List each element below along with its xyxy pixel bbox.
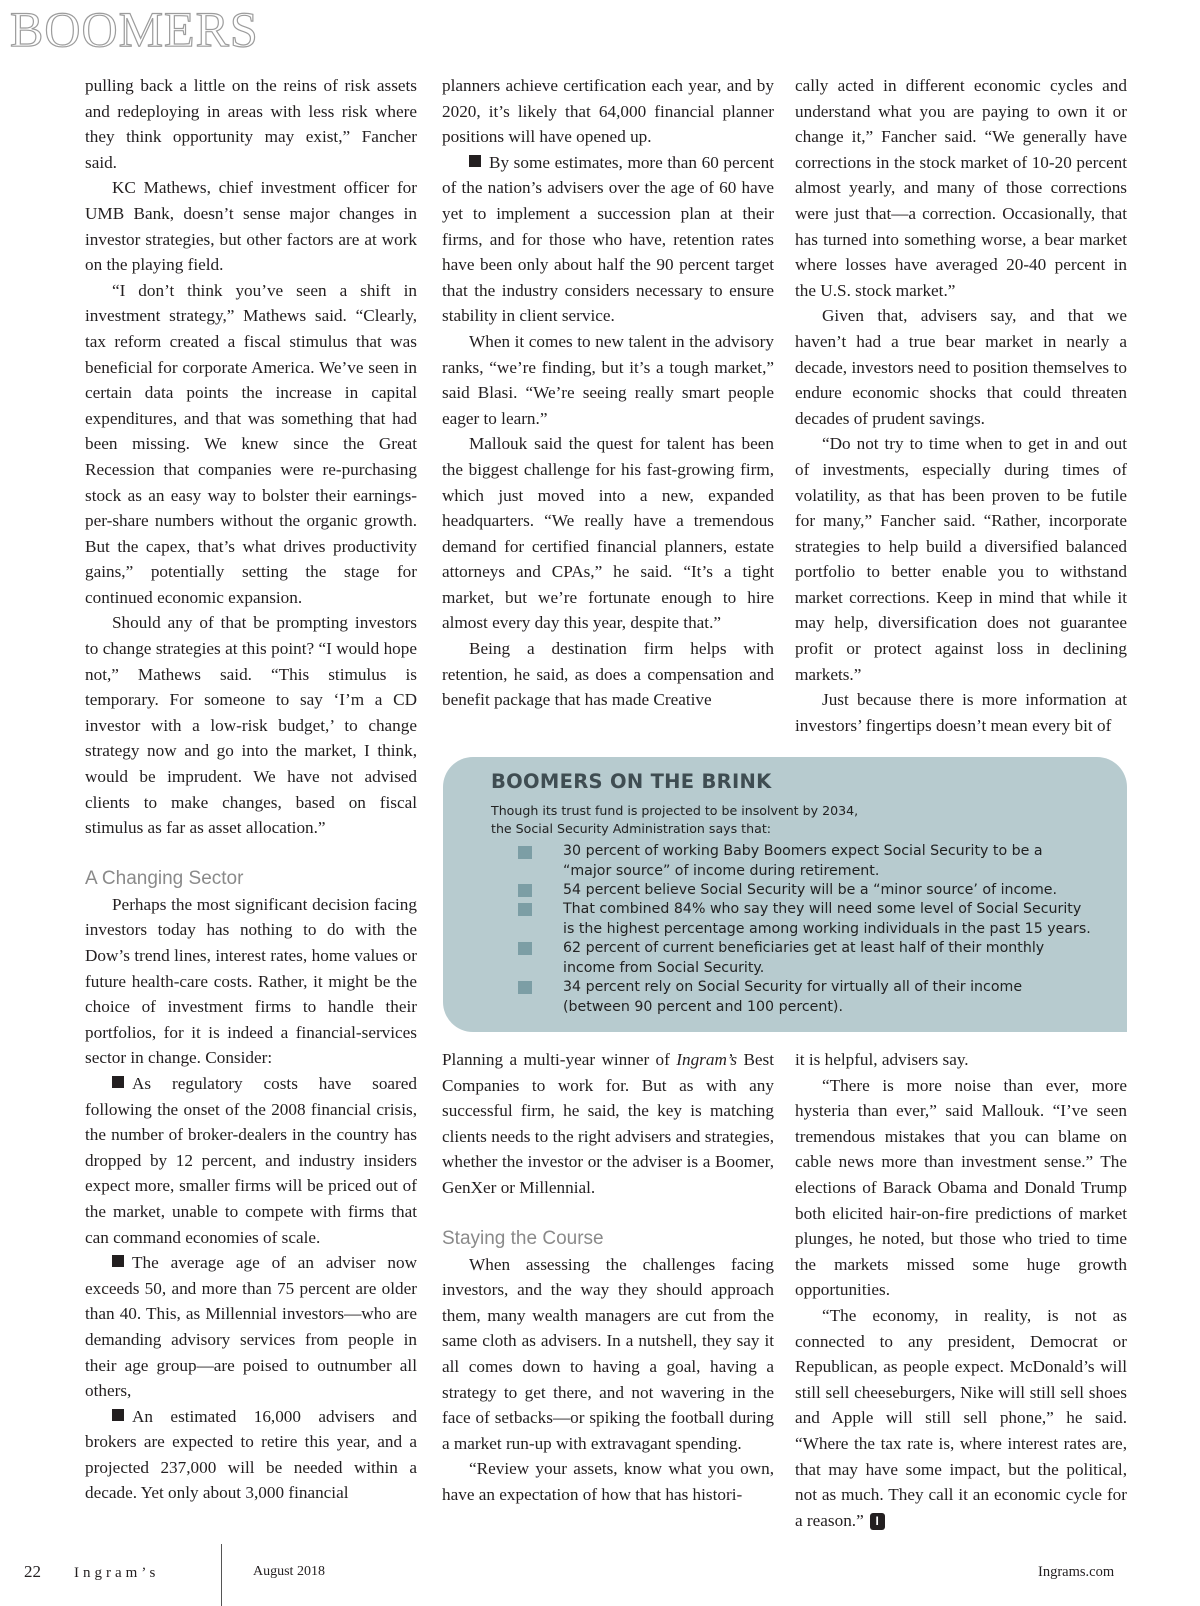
bullet-square-icon (112, 1409, 124, 1421)
footer-divider (221, 1544, 222, 1606)
body-paragraph: planners achieve certification each year, and by 2020, it’s likely that 64,000 financial planner positions will have opened up. (442, 76, 774, 147)
list-square-icon (518, 981, 532, 994)
list-square-icon (518, 884, 532, 897)
body-paragraph: cally acted in different economic cycles and understand what you are paying to own it or change it,” Fancher said. “We generally have corrections in the stock market of 10-20 percent almost yearly, and many of those corrections were just that—a correction. Occasionally, that has turned into something worse, a bear market where losses have averaged 20-40 percent in the U.S. stock market.” (795, 76, 1127, 300)
end-mark-icon: I (870, 1513, 885, 1530)
body-paragraph: pulling back a little on the reins of risk assets and redeploying in areas with less risk where they think opportunity may exist,” Fancher said. (85, 76, 417, 172)
bullet-square-icon (112, 1255, 124, 1267)
column-3-bottom (795, 1047, 1127, 1533)
sidebar-intro-line: Though its trust fund is projected to be insolvent by 2034, (491, 803, 859, 818)
body-paragraph (442, 1047, 774, 1201)
body-paragraph: Mallouk said the quest for talent has been the biggest challenge for his fast-growing firm, which just moved into a new, expanded headquarters. “We really have a tremendous demand for certified financial planners, estate attorneys and CPAs,” he said. “It’s a tight market, but we’re fortunate enough to hire almost every day this year, despite that.” (442, 434, 774, 633)
bullet-item (85, 1071, 417, 1250)
sidebar-list-item: 30 percent of working Baby Boomers expect Social Security to be a “major source” of income during retirement. (563, 843, 1043, 879)
bullet-square-icon (112, 1076, 124, 1088)
bullet-item (442, 150, 774, 329)
text-run: Best Companies to work for. But as with any successful firm, he said, the key is matching clients needs to the right advisers and strategies, whether the investor or the adviser is a Boomer, GenXer or Millennial. (442, 1050, 774, 1197)
sidebar-intro-line: the Social Security Administration says that: (491, 820, 772, 836)
sidebar-title: BOOMERS ON THE BRINK (491, 770, 772, 793)
section-label: BOOMERS (10, 1, 259, 57)
sidebar-list-item: That combined 84% who say they will need some level of Social Security is the highest percentage among working individuals in the past 15 years. (563, 901, 1091, 937)
magazine-name-italic: Ingram’s (676, 1050, 738, 1069)
column-3-top (795, 73, 1127, 738)
body-paragraph: Being a destination firm helps with retention, he said, as does a compensation and benefit package that has made Creative (442, 639, 774, 710)
text-run: Planning a multi-year winner of (442, 1050, 677, 1069)
text-run: “The economy, in reality, is not as connected to any president, Democrat or Republican, as people expect. McDonald’s will still sell cheeseburgers, Nike will still sell shoes and Apple will still sell phone,” he said. “Where the tax rate is, where interest rates are, that may have some impact, but the political, not as much. They call it an economic cycle for a reason.” (795, 1305, 1127, 1530)
body-paragraph: “There is more noise than ever, more hysteria than ever,” said Mallouk. “I’ve seen tremendous mistakes that you can blame on cable news more than investment sense.” The elections of Barack Obama and Donald Trump both elicited hair-on-fire predictions of market plunges, he noted, but those who tried to time the markets missed some huge growth opportunities. (795, 1075, 1127, 1300)
column-2-top (442, 73, 774, 713)
body-paragraph (795, 1303, 1127, 1533)
list-square-icon (518, 846, 532, 859)
sidebar-list-item: 62 percent of current beneficiaries get at least half of their monthly income from Social Security. (563, 940, 1045, 976)
column-1 (85, 73, 417, 1506)
bullet-text: As regulatory costs have soared following the onset of the 2008 financial crisis, the number of broker-dealers in the country has dropped by 12 percent, and industry insiders expect more, smaller firms will be priced out of the market, unable to compete with firms that can command economies of scale. (85, 1073, 417, 1247)
bullet-text: By some estimates, more than 60 percent of the nation’s advisers over the age of 60 have yet to implement a succession plan at their firms, and for those who have, retention rates have been only about half the 90 percent target that the industry considers necessary to ensure stability in client service. (442, 152, 774, 326)
bullet-square-icon (469, 155, 481, 167)
sidebar-list-item: 34 percent rely on Social Security for virtually all of their income (between 90 percent and 100 percent). (563, 979, 1023, 1015)
website: Ingrams.com (1038, 1564, 1115, 1580)
page-number: 22 (24, 1562, 41, 1581)
list-square-icon (518, 903, 532, 916)
issue-date: August 2018 (253, 1564, 325, 1579)
subhead-changing-sector: A Changing Sector (85, 867, 244, 889)
bullet-text: An estimated 16,000 advisers and brokers are expected to retire this year, and a projected 237,000 will be needed within a decade. Yet only about 3,000 financial (85, 1406, 417, 1503)
magazine-name: Ingram’s (74, 1565, 160, 1581)
body-paragraph: KC Mathews, chief investment officer for UMB Bank, doesn’t sense major changes in investor strategies, but other factors are at work on the playing field. (85, 178, 417, 275)
sidebar-list-item: 54 percent believe Social Security will be a “minor source’ of income. (563, 882, 1058, 898)
bullet-text: The average age of an adviser now exceeds 50, and more than 75 percent are older than 40. This, as Millennial investors—who are demanding advisory services from people in their age group—are poised to outnumber all others, (85, 1253, 417, 1401)
body-paragraph: When it comes to new talent in the advisory ranks, “we’re finding, but it’s a tough market,” said Blasi. “We’re seeing really smart people eager to learn.” (442, 331, 774, 428)
body-paragraph: it is helpful, advisers say. (795, 1050, 969, 1069)
body-paragraph: When assessing the challenges facing investors, and the way they should approach them, many wealth managers are cut from the same cloth as advisers. In a nutshell, they say it all comes down to having a goal, having a strategy to get there, and not wavering in the face of setbacks—or spiking the football during a market run-up with extravagant spending. (442, 1254, 774, 1453)
body-paragraph: Perhaps the most significant decision facing investors today has nothing to do with the Dow’s trend lines, interest rates, home values or future health-care costs. Rather, it might be the choice of investment firms to handle their portfolios, for it is indeed a financial-services sector in change. Consider: (85, 894, 417, 1068)
list-square-icon (518, 942, 532, 955)
sidebar-boomers-on-the-brink (443, 757, 1127, 1032)
bullet-item (85, 1404, 417, 1506)
subhead-staying-the-course: Staying the Course (442, 1227, 604, 1249)
body-paragraph: “I don’t think you’ve seen a shift in investment strategy,” Mathews said. “Clearly, tax reform created a fiscal stimulus that was beneficial for corporate America. We’ve seen in certain data points the increase in capital expenditures, and that was something that had been missing. We knew since the Great Recession that companies were re-purchasing stock as an easy way to bolster their earnings-per-share numbers without the organic growth. But the capex, that’s what drives productivity gains,” potentially setting the stage for continued economic expansion. (85, 280, 417, 607)
body-paragraph: Just because there is more information at investors’ fingertips doesn’t mean every bit of (795, 690, 1127, 735)
body-paragraph: “Do not try to time when to get in and out of investments, especially during times of volatility, as that has been proven to be futile for many,” Fancher said. “Rather, incorporate strategies to help build a diversified balanced portfolio to better enable you to withstand market corrections. Keep in mind that while it may help, diversification does not guarantee profit or protect against loss in declining markets.” (795, 434, 1127, 684)
column-2-bottom (442, 1047, 774, 1508)
body-paragraph: Given that, advisers say, and that we haven’t had a true bear market in nearly a decade, investors need to position themselves to endure economic shocks that could threaten decades of prudent savings. (795, 306, 1127, 428)
body-paragraph: “Review your assets, know what you own, have an expectation of how that has histori- (442, 1459, 774, 1504)
sidebar-list (443, 757, 1127, 1032)
body-paragraph: Should any of that be prompting investors to change strategies at this point? “I would hope not,” Mathews said. “This stimulus is temporary. For someone to say ‘I’m a CD investor with a low-risk budget,’ to change strategy now and go into the market, I think, would be imprudent. We have not advised clients to make changes, based on fiscal stimulus as far as asset allocation.” (85, 613, 417, 838)
bullet-item (85, 1250, 417, 1404)
